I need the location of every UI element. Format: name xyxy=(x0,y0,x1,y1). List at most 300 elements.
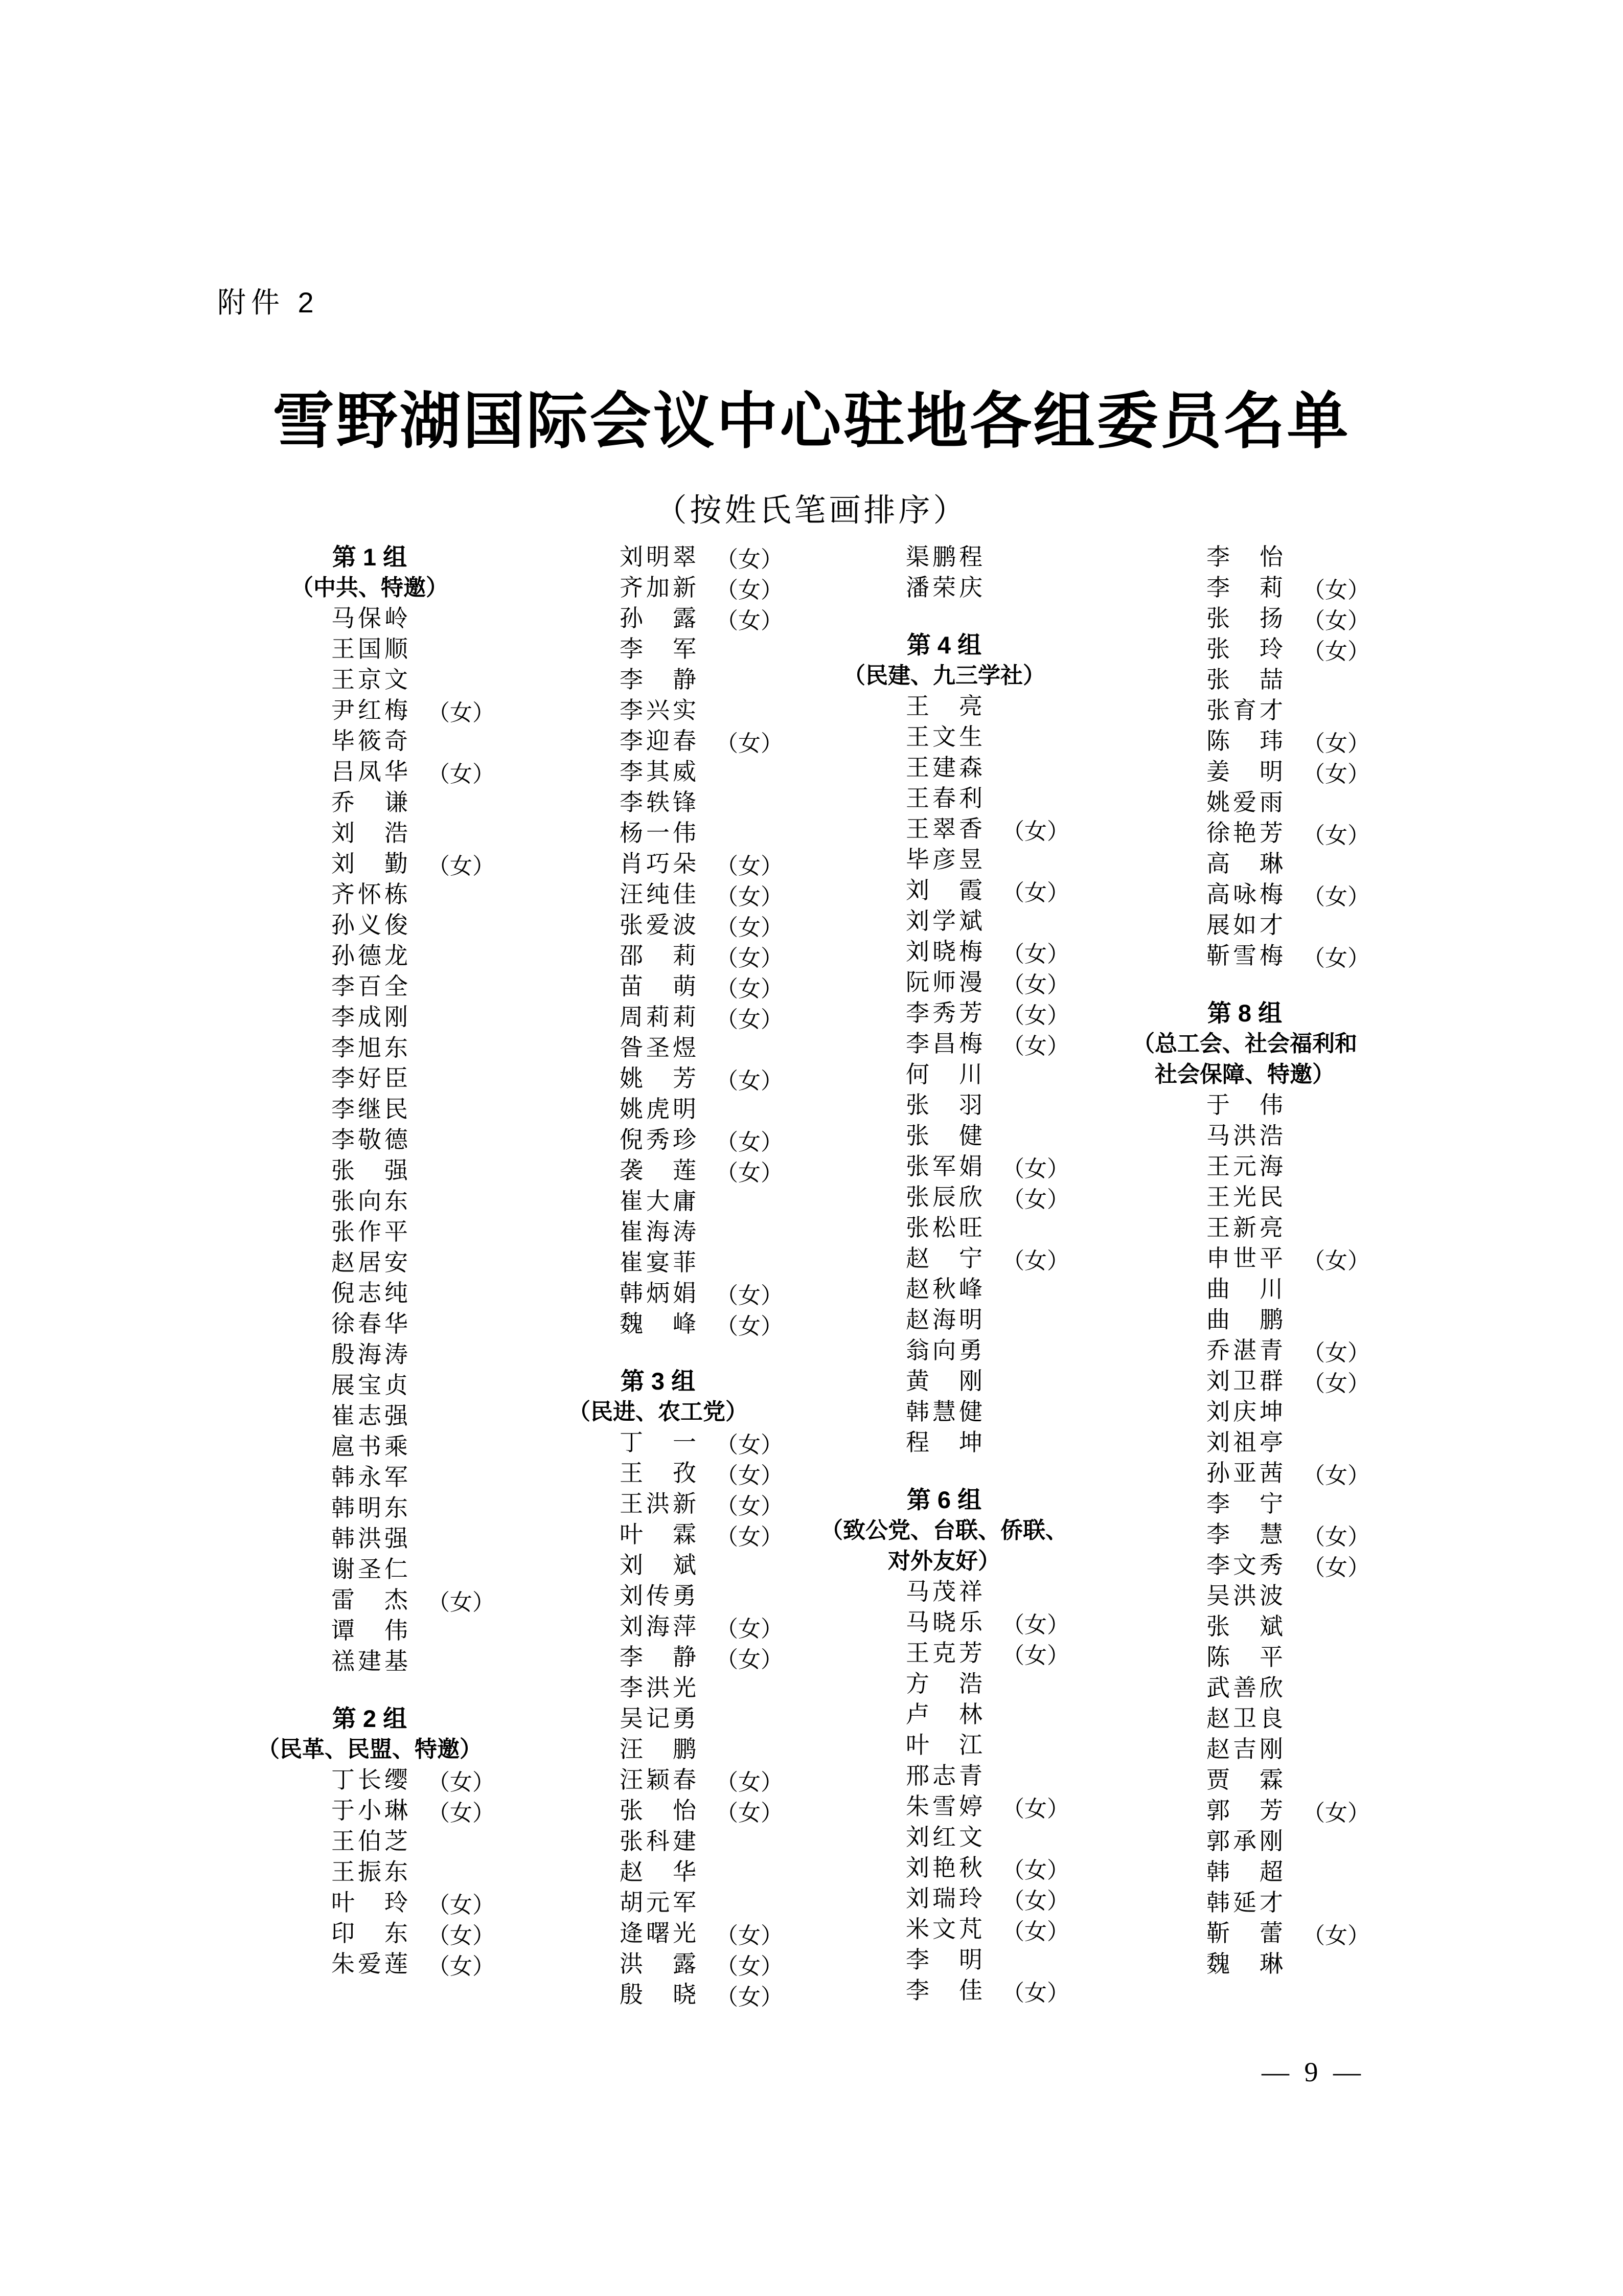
member-name: 姚 虎 明 xyxy=(620,1096,696,1122)
member-name: 赵 华 xyxy=(620,1859,696,1885)
member-row xyxy=(1109,603,1380,634)
member-name: 王 春 利 xyxy=(906,785,982,811)
female-marker: （女） xyxy=(1302,1525,1370,1550)
member-name: 卢 林 xyxy=(906,1701,982,1727)
member-row xyxy=(1109,1305,1380,1335)
member-name: 韩 慧 健 xyxy=(906,1399,982,1425)
member-row xyxy=(234,1795,505,1826)
member-row xyxy=(1109,726,1380,757)
member-name: 刘 斌 xyxy=(620,1552,696,1578)
member-name: 刘 传 勇 xyxy=(620,1583,696,1609)
member-name: 李 静 xyxy=(620,667,696,693)
member-row xyxy=(1109,1581,1380,1611)
member-name: 张 军 娟 xyxy=(906,1153,982,1179)
member-row xyxy=(809,814,1080,845)
member-row xyxy=(522,1826,793,1857)
member-row xyxy=(234,1826,505,1857)
female-marker: （女） xyxy=(1002,1034,1069,1059)
member-name: 李 秀 芳 xyxy=(906,1000,982,1026)
member-row xyxy=(1109,1918,1380,1949)
member-row xyxy=(1109,1888,1380,1918)
member-row xyxy=(522,1002,793,1033)
female-marker: （女） xyxy=(716,1617,783,1642)
group-party-line: （民建、九三学社） xyxy=(843,663,1045,688)
member-row xyxy=(234,1616,505,1646)
group-party-line: （中共、特邀） xyxy=(291,575,448,600)
member-row xyxy=(234,1217,505,1247)
member-row xyxy=(1109,1213,1380,1243)
member-row xyxy=(234,1094,505,1125)
member-name: 胡 元 军 xyxy=(620,1890,696,1916)
member-name: 徐 艳 芳 xyxy=(1206,820,1283,846)
member-row xyxy=(1109,1335,1380,1366)
member-name: 潘 荣 庆 xyxy=(906,575,982,601)
member-name: 刘 学 斌 xyxy=(906,908,982,934)
member-row xyxy=(522,1734,793,1765)
member-name: 李 明 xyxy=(906,1947,982,1973)
member-name: 李 军 xyxy=(620,636,696,662)
member-name: 高 琳 xyxy=(1206,851,1283,877)
female-marker: （女） xyxy=(1302,1555,1370,1580)
member-name: 杨 一 伟 xyxy=(620,820,696,846)
group-party-line: 对外友好） xyxy=(888,1549,1000,1574)
member-name: 韩 延 才 xyxy=(1206,1890,1283,1916)
member-row xyxy=(1109,1734,1380,1765)
member-row xyxy=(234,1585,505,1616)
member-name: 刘 艳 秋 xyxy=(906,1855,982,1881)
member-row xyxy=(809,753,1080,783)
member-name: 张 作 平 xyxy=(331,1219,408,1245)
member-row xyxy=(1109,1795,1380,1826)
member-name: 李 成 刚 xyxy=(331,1004,408,1030)
member-row xyxy=(522,1550,793,1581)
group-title: 第 4 组 xyxy=(906,631,982,658)
female-marker: （女） xyxy=(716,1525,783,1550)
female-marker: （女） xyxy=(716,884,783,910)
female-marker: （女） xyxy=(1302,639,1370,664)
group-party-line: （致公党、台联、侨联、 xyxy=(820,1518,1068,1543)
member-name: 张 斌 xyxy=(1206,1613,1283,1640)
member-row xyxy=(234,1431,505,1462)
member-row xyxy=(809,1699,1080,1730)
member-row xyxy=(234,1125,505,1155)
member-name: 崔 海 涛 xyxy=(620,1219,696,1245)
female-marker: （女） xyxy=(1002,942,1069,967)
member-row xyxy=(234,849,505,879)
member-name: 刘 晓 梅 xyxy=(906,939,982,965)
member-name: 马 茂 祥 xyxy=(906,1579,982,1605)
member-name: 王 孜 xyxy=(620,1460,696,1486)
female-marker: （女） xyxy=(1002,1797,1069,1822)
member-name: 李 迎 春 xyxy=(620,728,696,754)
member-row xyxy=(522,1765,793,1795)
member-name: 李 佳 xyxy=(906,1977,982,2004)
member-row xyxy=(809,998,1080,1029)
member-row xyxy=(234,757,505,787)
member-row xyxy=(234,1401,505,1431)
member-row xyxy=(1109,1366,1380,1397)
member-name: 赵 居 安 xyxy=(331,1249,408,1276)
member-name: 刘 瑞 玲 xyxy=(906,1885,982,1912)
member-name: 张 强 xyxy=(331,1157,408,1184)
member-name: 刘 浩 xyxy=(331,820,408,846)
member-row xyxy=(522,1125,793,1155)
member-name: 李 洪 光 xyxy=(620,1675,696,1701)
member-row xyxy=(522,1155,793,1186)
member-name: 王 翠 香 xyxy=(906,816,982,842)
member-row xyxy=(234,634,505,665)
member-name: 展 如 才 xyxy=(1206,912,1283,938)
female-marker: （女） xyxy=(427,1590,495,1615)
female-marker: （女） xyxy=(427,762,495,787)
member-row xyxy=(522,1063,793,1094)
member-row xyxy=(522,1458,793,1489)
member-row xyxy=(809,1883,1080,1914)
member-row xyxy=(234,1524,505,1554)
member-name: 张 松 旺 xyxy=(906,1215,982,1241)
member-name: 李 旭 东 xyxy=(331,1035,408,1061)
female-marker: （女） xyxy=(716,1923,783,1948)
member-row xyxy=(522,695,793,726)
member-name: 邢 志 青 xyxy=(906,1763,982,1789)
member-row xyxy=(1109,787,1380,818)
member-name: 张 喆 xyxy=(1206,667,1283,693)
member-name: 孙 露 xyxy=(620,605,696,631)
member-name: 张 向 东 xyxy=(331,1188,408,1214)
member-name: 高 咏 梅 xyxy=(1206,881,1283,907)
member-row xyxy=(234,1462,505,1493)
member-name: 王 光 民 xyxy=(1206,1184,1283,1210)
member-name: 赵 吉 刚 xyxy=(1206,1736,1283,1762)
female-marker: （女） xyxy=(716,1463,783,1488)
member-name: 谢 圣 仁 xyxy=(331,1556,408,1582)
member-name: 赵 宁 xyxy=(906,1245,982,1271)
member-row xyxy=(809,967,1080,998)
member-name: 阮 师 漫 xyxy=(906,969,982,995)
member-name: 倪 志 纯 xyxy=(331,1280,408,1306)
member-name: 王 振 东 xyxy=(331,1859,408,1885)
member-name: 赵 卫 良 xyxy=(1206,1706,1283,1732)
member-name: 崔 志 强 xyxy=(331,1403,408,1429)
female-marker: （女） xyxy=(1002,1156,1069,1181)
female-marker: （女） xyxy=(427,854,495,879)
member-name: 袭 莲 xyxy=(620,1157,696,1184)
member-name: 昝 圣 煜 xyxy=(620,1035,696,1061)
female-marker: （女） xyxy=(1002,1612,1069,1638)
member-row xyxy=(234,1309,505,1339)
group-title: 第 3 组 xyxy=(620,1368,696,1395)
member-row xyxy=(809,783,1080,814)
member-name: 李 静 xyxy=(620,1644,696,1670)
member-row xyxy=(809,1151,1080,1182)
female-marker: （女） xyxy=(716,976,783,1002)
member-name: 翁 向 勇 xyxy=(906,1337,982,1363)
female-marker: （女） xyxy=(1302,884,1370,910)
member-name: 李 昌 梅 xyxy=(906,1031,982,1057)
member-row xyxy=(522,1888,793,1918)
member-row xyxy=(522,879,793,910)
female-marker: （女） xyxy=(716,1494,783,1519)
member-row xyxy=(809,1853,1080,1883)
member-name: 韩 永 军 xyxy=(331,1464,408,1490)
member-name: 雷 杰 xyxy=(331,1587,408,1613)
member-name: 靳 蕾 xyxy=(1206,1920,1283,1946)
member-name: 徐 春 华 xyxy=(331,1311,408,1337)
member-row xyxy=(809,1213,1080,1243)
member-row xyxy=(234,818,505,849)
member-name: 齐 怀 栋 xyxy=(331,881,408,907)
group-header xyxy=(809,1485,1080,1577)
member-row xyxy=(809,1607,1080,1638)
member-name: 李 兴 实 xyxy=(620,697,696,723)
member-row xyxy=(522,971,793,1002)
member-row xyxy=(234,1554,505,1585)
female-marker: （女） xyxy=(1002,972,1069,997)
member-row xyxy=(234,1888,505,1918)
member-name: 张 爱 波 xyxy=(620,912,696,938)
member-name: 黄 刚 xyxy=(906,1368,982,1394)
female-marker: （女） xyxy=(1002,1889,1069,1914)
member-row xyxy=(1109,1765,1380,1795)
female-marker: （女） xyxy=(716,1433,783,1458)
member-row xyxy=(809,1761,1080,1791)
member-row xyxy=(1109,1151,1380,1182)
member-row xyxy=(809,1059,1080,1090)
member-row xyxy=(809,1730,1080,1761)
member-row xyxy=(1109,1673,1380,1703)
member-row xyxy=(1109,1642,1380,1673)
member-row xyxy=(1109,573,1380,603)
member-row xyxy=(1109,1857,1380,1888)
member-name: 朱 爱 莲 xyxy=(331,1951,408,1977)
member-name: 郭 芳 xyxy=(1206,1798,1283,1824)
member-row xyxy=(234,1918,505,1949)
member-row xyxy=(522,1186,793,1217)
member-row xyxy=(1109,1121,1380,1151)
member-name: 张 育 才 xyxy=(1206,697,1283,723)
member-name: 汪 鹏 xyxy=(620,1736,696,1762)
member-name: 尹 红 梅 xyxy=(331,697,408,723)
member-name: 倪 秀 珍 xyxy=(620,1127,696,1153)
group-title: 第 6 组 xyxy=(906,1486,982,1513)
member-name: 张 科 建 xyxy=(620,1828,696,1854)
female-marker: （女） xyxy=(427,1893,495,1918)
member-row xyxy=(1109,1458,1380,1489)
member-name: 郭 承 刚 xyxy=(1206,1828,1283,1854)
group-title: 第 1 组 xyxy=(332,543,407,571)
member-row xyxy=(234,726,505,757)
member-name: 王 洪 新 xyxy=(620,1491,696,1517)
female-marker: （女） xyxy=(1002,819,1069,844)
member-row xyxy=(522,726,793,757)
member-name: 吕 凤 华 xyxy=(331,759,408,785)
member-name: 张 辰 欣 xyxy=(906,1184,982,1210)
member-row xyxy=(809,906,1080,937)
member-row xyxy=(809,1945,1080,1975)
member-row xyxy=(522,1278,793,1309)
female-marker: （女） xyxy=(716,946,783,971)
female-marker: （女） xyxy=(716,854,783,879)
attachment-label: 附件 2 xyxy=(217,286,319,319)
member-row xyxy=(522,1949,793,1980)
member-row xyxy=(809,1975,1080,2006)
member-row xyxy=(1109,1611,1380,1642)
member-name: 李 莉 xyxy=(1206,575,1283,601)
member-row xyxy=(522,1427,793,1458)
member-name: 汪 颖 春 xyxy=(620,1767,696,1793)
member-row xyxy=(1109,1489,1380,1519)
member-name: 王 元 海 xyxy=(1206,1153,1283,1179)
member-row xyxy=(522,941,793,971)
member-name: 刘 祖 亭 xyxy=(1206,1429,1283,1456)
member-name: 刘 红 文 xyxy=(906,1824,982,1850)
member-name: 申 世 平 xyxy=(1206,1245,1283,1271)
member-name: 陈 平 xyxy=(1206,1644,1283,1670)
member-name: 李 怡 xyxy=(1206,544,1283,570)
female-marker: （女） xyxy=(716,1283,783,1308)
member-row xyxy=(234,1278,505,1309)
member-name: 刘 海 萍 xyxy=(620,1613,696,1640)
female-marker: （女） xyxy=(427,700,495,725)
member-name: 吴 记 勇 xyxy=(620,1706,696,1732)
female-marker: （女） xyxy=(1302,1248,1370,1274)
member-row xyxy=(234,1765,505,1795)
group-header xyxy=(1109,998,1380,1090)
female-marker: （女） xyxy=(716,578,783,603)
member-name: 邵 莉 xyxy=(620,943,696,969)
member-row xyxy=(522,1247,793,1278)
member-row xyxy=(522,757,793,787)
female-marker: （女） xyxy=(1002,1919,1069,1944)
member-name: 米 文 芃 xyxy=(906,1916,982,1942)
member-row xyxy=(234,695,505,726)
member-name: 陈 玮 xyxy=(1206,728,1283,754)
member-row xyxy=(1109,1274,1380,1305)
member-name: 洪 露 xyxy=(620,1951,696,1977)
female-marker: （女） xyxy=(1302,731,1370,756)
member-row xyxy=(809,1182,1080,1213)
member-name: 叶 玲 xyxy=(331,1890,408,1916)
member-row xyxy=(522,665,793,695)
member-row xyxy=(809,1577,1080,1607)
member-row xyxy=(234,879,505,910)
member-row xyxy=(809,1090,1080,1121)
female-marker: （女） xyxy=(1002,1858,1069,1883)
member-name: 崔 大 庸 xyxy=(620,1188,696,1214)
member-name: 王 新 亮 xyxy=(1206,1215,1283,1241)
member-name: 孙 德 龙 xyxy=(331,943,408,969)
female-marker: （女） xyxy=(1002,1981,1069,2006)
member-name: 李 文 秀 xyxy=(1206,1552,1283,1578)
female-marker: （女） xyxy=(716,1801,783,1826)
member-name: 赵 海 明 xyxy=(906,1307,982,1333)
member-name: 展 宝 贞 xyxy=(331,1372,408,1398)
member-row xyxy=(234,1186,505,1217)
member-name: 于 伟 xyxy=(1206,1092,1283,1118)
member-row xyxy=(522,573,793,603)
female-marker: （女） xyxy=(716,1770,783,1795)
subtitle: （按姓氏笔画排序） xyxy=(655,493,968,528)
female-marker: （女） xyxy=(716,1985,783,2010)
member-row xyxy=(1109,757,1380,787)
member-name: 丁 长 缨 xyxy=(331,1767,408,1793)
member-name: 魏 琳 xyxy=(1206,1951,1283,1977)
group-title: 第 2 组 xyxy=(332,1705,407,1732)
female-marker: （女） xyxy=(1302,946,1370,971)
member-row xyxy=(522,1489,793,1519)
female-marker: （女） xyxy=(1302,578,1370,603)
page-number: — 9 — xyxy=(1262,2057,1365,2087)
female-marker: （女） xyxy=(716,1069,783,1094)
female-marker: （女） xyxy=(1302,1463,1370,1488)
member-name: 马 洪 浩 xyxy=(1206,1123,1283,1149)
member-row xyxy=(522,1581,793,1611)
member-row xyxy=(1109,1090,1380,1121)
member-name: 刘 勤 xyxy=(331,851,408,877)
member-name: 周 莉 莉 xyxy=(620,1004,696,1030)
female-marker: （女） xyxy=(716,1007,783,1032)
member-row xyxy=(234,1949,505,1980)
member-name: 姜 明 xyxy=(1206,759,1283,785)
member-row xyxy=(809,845,1080,875)
member-name: 张 玲 xyxy=(1206,636,1283,662)
member-row xyxy=(809,542,1080,573)
member-name: 崔 宴 菲 xyxy=(620,1249,696,1276)
member-name: 韩 明 东 xyxy=(331,1495,408,1521)
group-header xyxy=(522,1366,793,1427)
group-party-line: （民革、民盟、特邀） xyxy=(257,1737,482,1762)
member-row xyxy=(809,722,1080,753)
member-row xyxy=(522,1673,793,1703)
member-name: 贾 霖 xyxy=(1206,1767,1283,1793)
female-marker: （女） xyxy=(1302,1371,1370,1396)
member-row xyxy=(1109,1427,1380,1458)
member-row xyxy=(1109,1182,1380,1213)
female-marker: （女） xyxy=(716,915,783,940)
member-name: 姚 芳 xyxy=(620,1065,696,1092)
member-row xyxy=(1109,818,1380,849)
member-name: 毕 筱 奇 xyxy=(331,728,408,754)
member-name: 王 建 森 xyxy=(906,755,982,781)
member-row xyxy=(1109,1703,1380,1734)
female-marker: （女） xyxy=(716,1161,783,1186)
member-row xyxy=(234,1646,505,1677)
group-title: 第 8 组 xyxy=(1207,999,1283,1027)
member-name: 王 伯 芝 xyxy=(331,1828,408,1854)
member-row xyxy=(522,1642,793,1673)
member-row xyxy=(1109,542,1380,573)
member-row xyxy=(522,910,793,941)
female-marker: （女） xyxy=(1302,1801,1370,1826)
member-name: 李 慧 xyxy=(1206,1521,1283,1548)
member-row xyxy=(522,634,793,665)
member-name: 刘 庆 坤 xyxy=(1206,1399,1283,1425)
member-row xyxy=(234,1247,505,1278)
columns xyxy=(0,542,1623,2076)
member-name: 张 怡 xyxy=(620,1798,696,1824)
member-name: 逄 曙 光 xyxy=(620,1920,696,1946)
member-row xyxy=(809,691,1080,722)
member-row xyxy=(809,1029,1080,1059)
member-name: 王 国 顺 xyxy=(331,636,408,662)
member-name: 程 坤 xyxy=(906,1429,982,1456)
member-name: 肖 巧 朵 xyxy=(620,851,696,877)
member-row xyxy=(522,603,793,634)
group-party-line: （民进、农工党） xyxy=(568,1399,748,1424)
member-row xyxy=(234,1155,505,1186)
member-row xyxy=(234,787,505,818)
member-row xyxy=(234,1063,505,1094)
